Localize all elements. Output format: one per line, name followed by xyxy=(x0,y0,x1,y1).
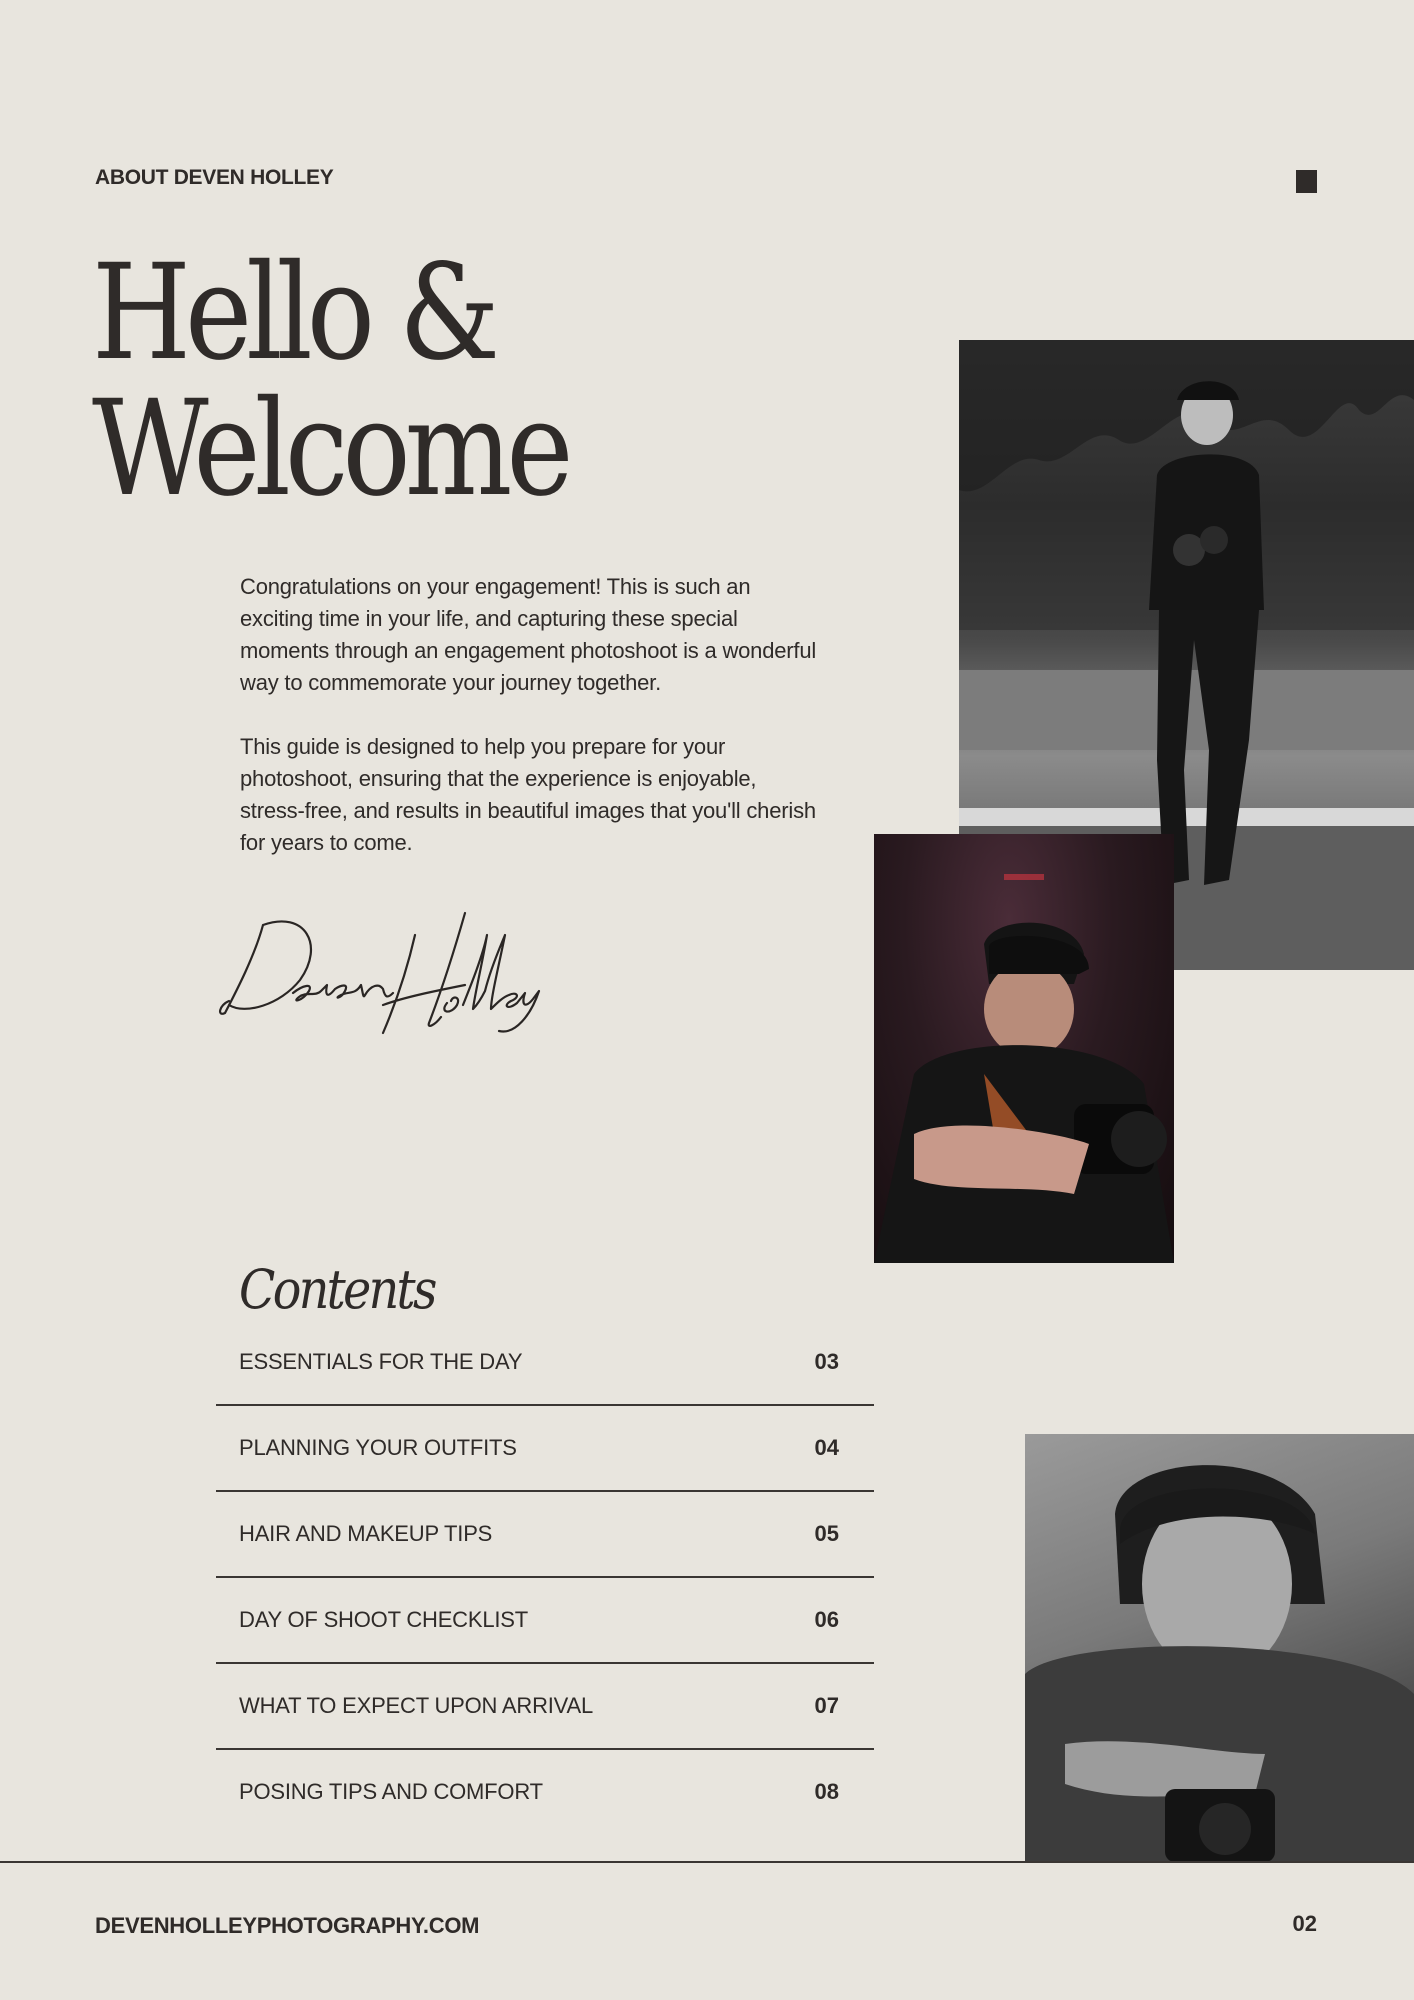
decorative-square xyxy=(1296,170,1317,193)
toc-item-label: WHAT TO EXPECT UPON ARRIVAL xyxy=(239,1693,594,1718)
toc-item[interactable] xyxy=(216,1320,874,1406)
toc-item[interactable] xyxy=(216,1406,874,1492)
toc-item-label: HAIR AND MAKEUP TIPS xyxy=(239,1521,493,1546)
photo-portrait xyxy=(1025,1434,1414,1862)
toc-item-page: 05 xyxy=(814,1521,839,1546)
toc-item-label: POSING TIPS AND COMFORT xyxy=(239,1779,543,1804)
footer-divider xyxy=(0,1861,1414,1863)
toc-item-page: 04 xyxy=(814,1435,839,1460)
toc-item-label: ESSENTIALS FOR THE DAY xyxy=(239,1349,523,1374)
intro-paragraph-1: Congratulations on your engagement! This is such an exciting time in your life, and capturing these special moments through an engagement photoshoot is a wonderful way to commemorate your journey together. xyxy=(240,574,817,695)
toc-item-page: 07 xyxy=(814,1693,839,1718)
intro-paragraph-2: This guide is designed to help you prepare for your photoshoot, ensuring that the experience is enjoyable, stress-free, and results in beautiful images that you'll cherish for years to come. xyxy=(240,734,816,855)
toc-item[interactable] xyxy=(216,1664,874,1750)
toc-item-page: 06 xyxy=(814,1607,839,1632)
contents-title: Contents xyxy=(239,1258,435,1321)
toc-item[interactable] xyxy=(216,1750,874,1836)
footer-website-link[interactable]: DEVENHOLLEYPHOTOGRAPHY.COM xyxy=(95,1913,480,1938)
signature xyxy=(215,905,575,1035)
toc-item-page: 08 xyxy=(814,1779,839,1804)
hero-title-line-2: Welcome xyxy=(92,372,568,526)
hero-title xyxy=(92,236,568,526)
table-of-contents xyxy=(216,1320,874,1836)
section-eyebrow: ABOUT DEVEN HOLLEY xyxy=(95,166,334,189)
toc-item[interactable] xyxy=(216,1492,874,1578)
photo-photographer-with-camera xyxy=(874,834,1174,1263)
toc-item-label: PLANNING YOUR OUTFITS xyxy=(239,1435,517,1460)
hero-title-line-1: Hello & xyxy=(92,236,495,390)
toc-item-label: DAY OF SHOOT CHECKLIST xyxy=(239,1607,528,1632)
toc-item-page: 03 xyxy=(814,1349,839,1374)
intro-text xyxy=(240,571,825,891)
page-number: 02 xyxy=(1292,1911,1317,1936)
toc-item[interactable] xyxy=(216,1578,874,1664)
